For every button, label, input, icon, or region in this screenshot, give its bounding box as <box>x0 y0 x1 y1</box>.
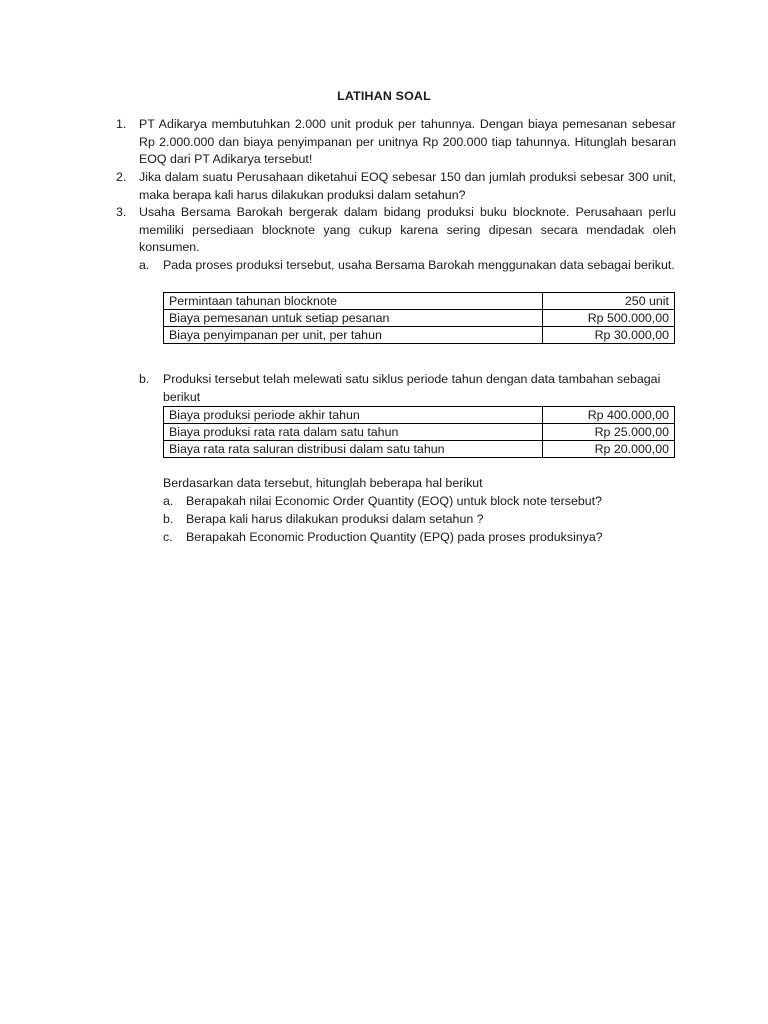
question-number: 3. <box>116 205 127 219</box>
closing-item-c <box>163 529 676 547</box>
closing-item-label: a. <box>163 494 174 508</box>
closing-item-a <box>163 493 676 511</box>
table-row <box>164 407 675 424</box>
table-cell-value: Rp 500.000,00 <box>543 310 675 327</box>
table-row <box>164 441 675 458</box>
question-number: 2. <box>116 170 127 184</box>
closing-item-text: Berapa kali harus dilakukan produksi dalam setahun ? <box>186 512 484 526</box>
closing-item-text: Berapakah Economic Production Quantity (EPQ) pada proses produksinya? <box>186 530 603 544</box>
table-cell-value: Rp 25.000,00 <box>543 424 675 441</box>
table-cell-value: Rp 400.000,00 <box>543 407 675 424</box>
subquestion-b <box>139 371 676 406</box>
closing-intro: Berdasarkan data tersebut, hitunglah beberapa hal berikut <box>163 476 483 490</box>
question-1 <box>116 116 676 169</box>
subquestion-text: Pada proses produksi tersebut, usaha Bersama Barokah menggunakan data sebagai berikut. <box>163 258 675 272</box>
table-row <box>164 310 675 327</box>
closing-item-text: Berapakah nilai Economic Order Quantity (EOQ) untuk block note tersebut? <box>186 494 602 508</box>
question-text: Jika dalam suatu Perusahaan diketahui EOQ sebesar 150 dan jumlah produksi sebesar 300 unit, maka berapa kali harus dilakukan produksi dalam setahun? <box>139 170 676 202</box>
subquestion-a <box>139 257 676 275</box>
question-text: PT Adikarya membutuhkan 2.000 unit produk per tahunnya. Dengan biaya pemesanan sebesar Rp 2.000.000 dan biaya penyimpanan per unitnya Rp 200.000 tiap tahunnya. Hitunglah besaran EOQ dari PT Adikarya tersebut! <box>139 117 676 167</box>
table-cell-value: Rp 30.000,00 <box>543 327 675 344</box>
table-cell-label: Biaya penyimpanan per unit, per tahun <box>164 327 543 344</box>
closing-item-label: b. <box>163 512 174 526</box>
closing-item-b <box>163 511 676 529</box>
subquestion-text: Produksi tersebut telah melewati satu siklus periode tahun dengan data tambahan sebagai berikut <box>163 372 661 404</box>
table-cell-value: Rp 20.000,00 <box>543 441 675 458</box>
question-text: Usaha Bersama Barokah bergerak dalam bidang produksi buku blocknote. Perusahaan perlu memiliki persediaan blocknote yang cukup karena sering dipesan secara mendadak oleh konsumen. <box>139 205 676 255</box>
page-title: LATIHAN SOAL <box>337 89 431 103</box>
table-cell-label: Biaya rata rata saluran distribusi dalam satu tahun <box>164 441 543 458</box>
subquestion-label: b. <box>139 372 150 386</box>
table-cell-label: Biaya produksi rata rata dalam satu tahun <box>164 424 543 441</box>
question-3 <box>116 204 676 257</box>
question-number: 1. <box>116 117 127 131</box>
table-row <box>164 327 675 344</box>
table-cell-label: Permintaan tahunan blocknote <box>164 293 543 310</box>
data-table-a <box>163 292 675 344</box>
table-cell-label: Biaya produksi periode akhir tahun <box>164 407 543 424</box>
question-2 <box>116 169 676 204</box>
subquestion-label: a. <box>139 258 150 272</box>
table-row <box>164 424 675 441</box>
table-cell-value: 250 unit <box>543 293 675 310</box>
data-table-b <box>163 406 675 458</box>
table-row <box>164 293 675 310</box>
table-cell-label: Biaya pemesanan untuk setiap pesanan <box>164 310 543 327</box>
closing-item-label: c. <box>163 530 173 544</box>
